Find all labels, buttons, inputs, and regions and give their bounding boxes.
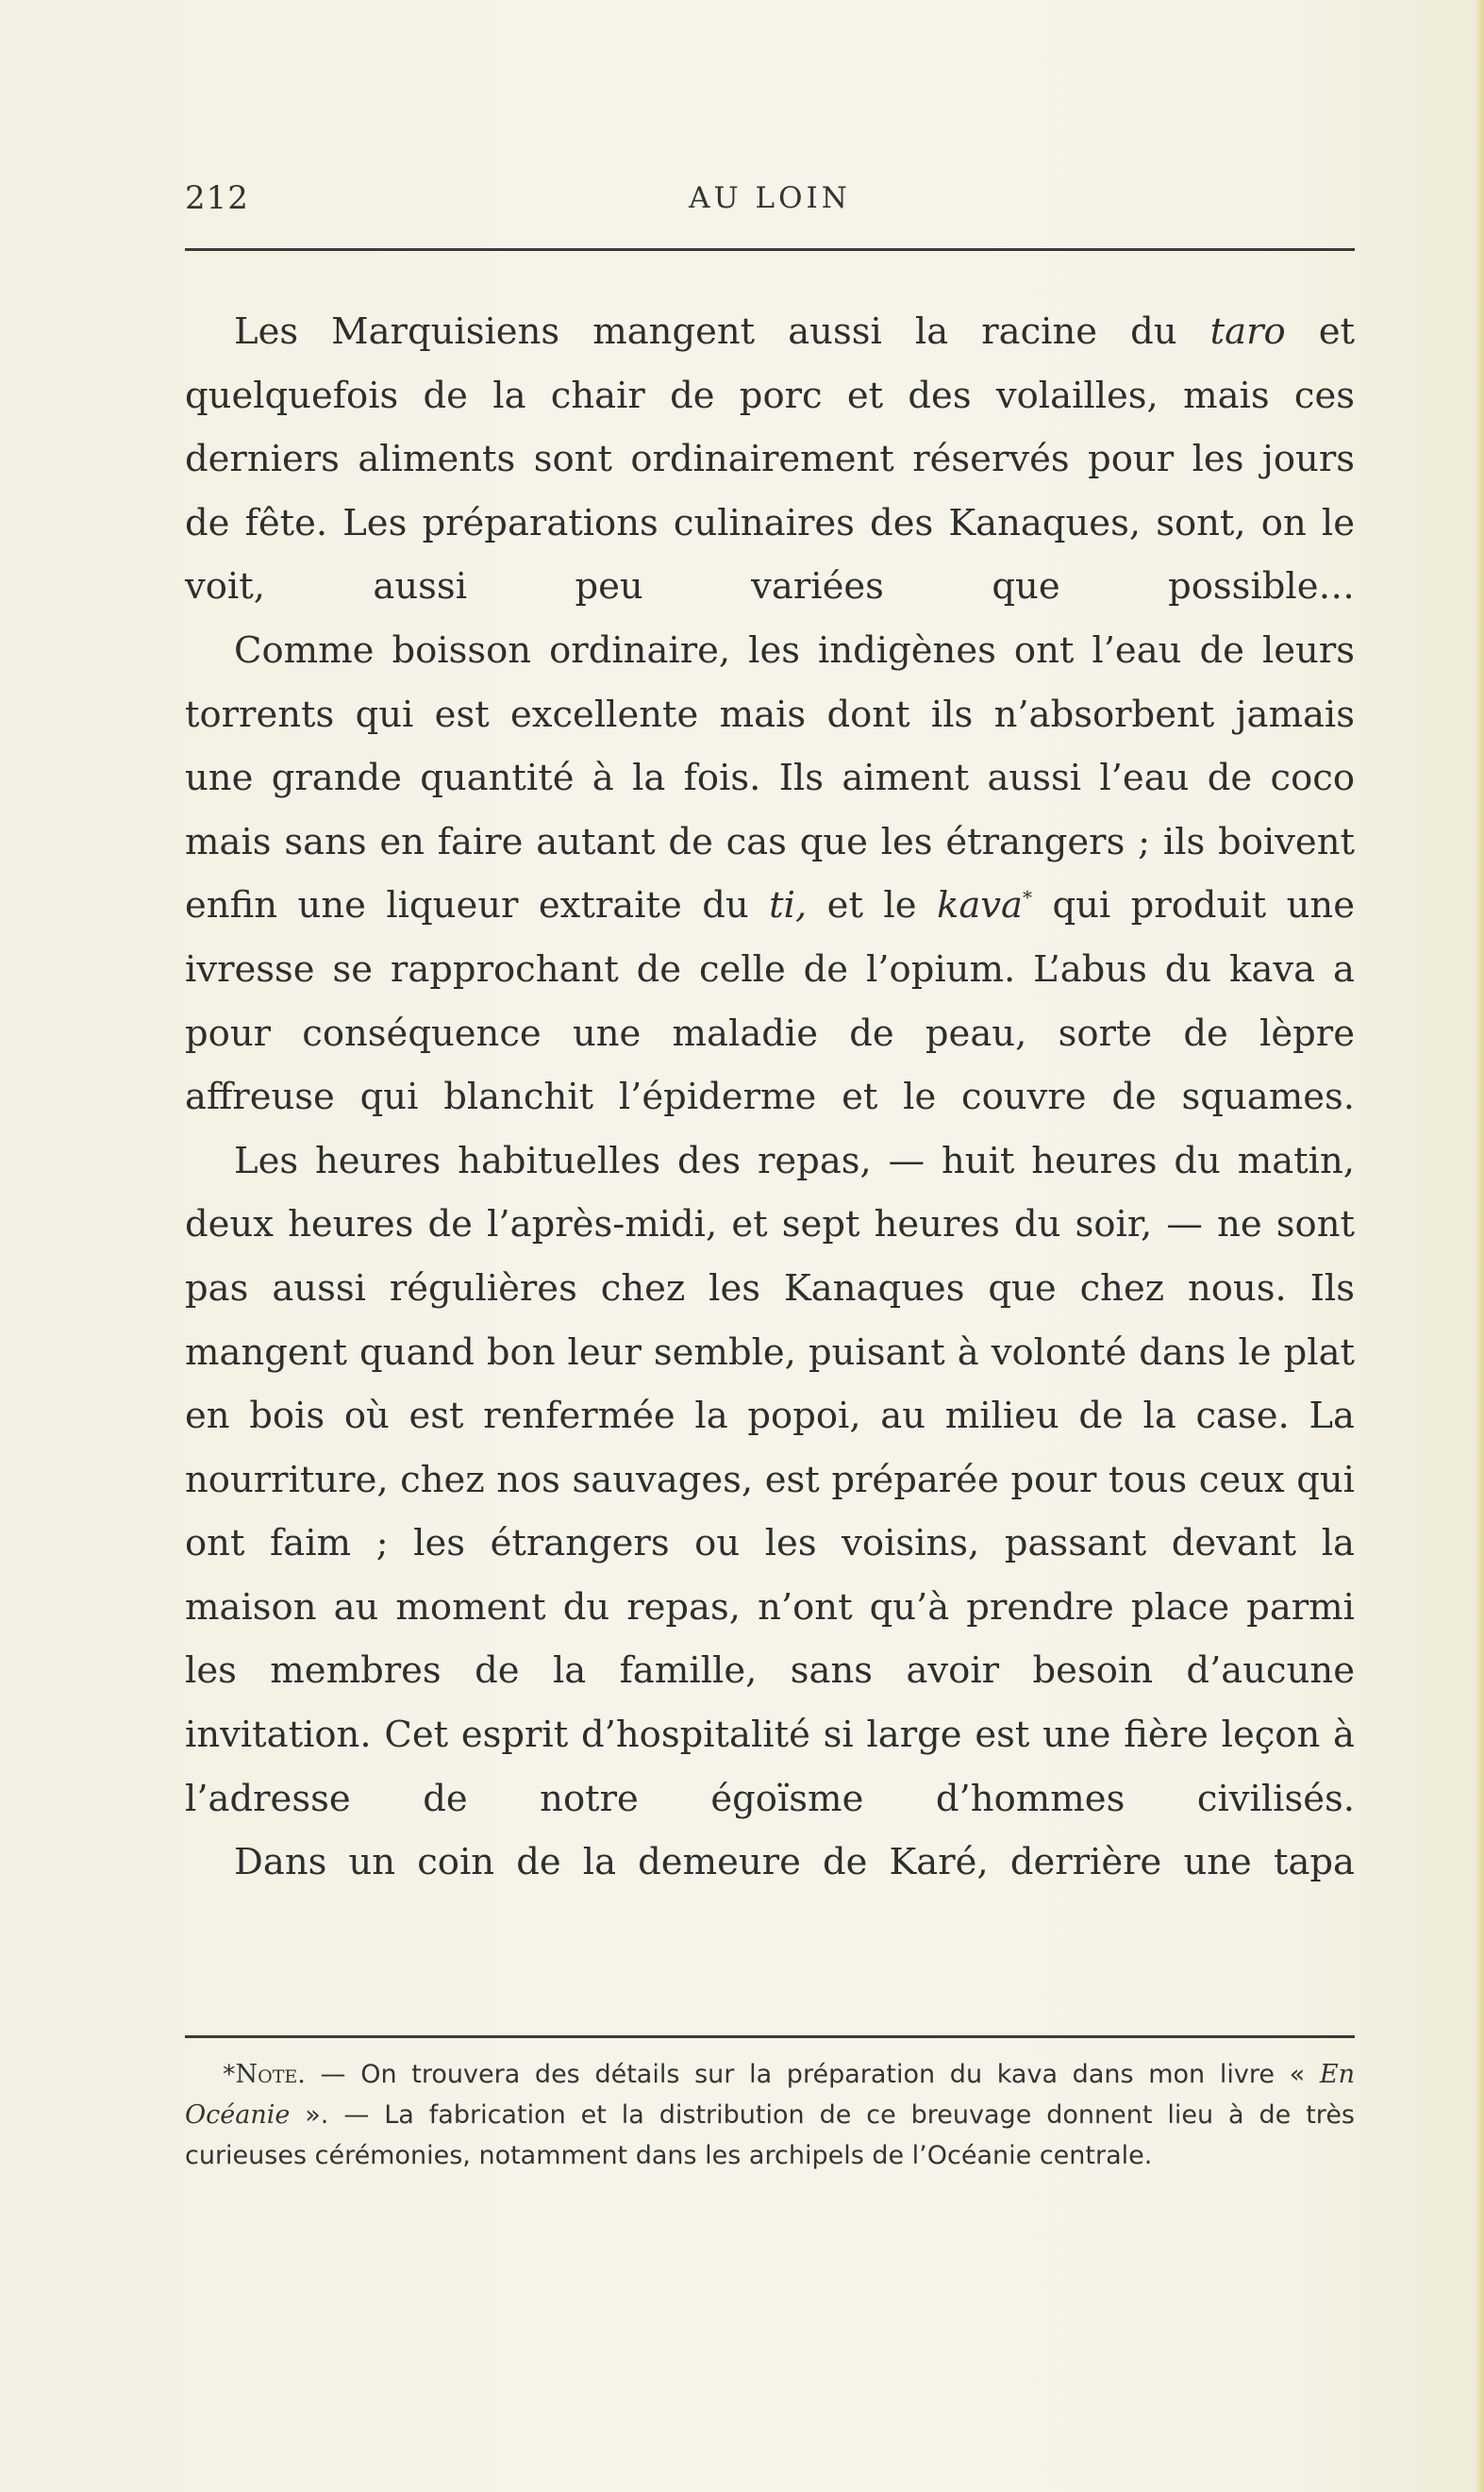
paragraph-2-text-a: Comme boisson ordinaire, les indigènes ont l’eau de leurs torrents qui est excellente mais dont ils n’absorbent jamais une grande quantité à la fois. Ils aiment aussi l’eau de coco mais sans en faire autant de cas que les étrangers ; ils boivent enfin une liqueur extraite du [185, 628, 1355, 928]
paragraph-2-text-c: qui produit une ivresse se rapprochant de celle de l’opium. L’abus du kava a pour conséquence une maladie de peau, sorte de lèpre affreuse qui blanchit l’épiderme et le couvre de squames. [185, 884, 1355, 1119]
running-title: AU LOIN [689, 181, 851, 215]
page-number: 212 [185, 179, 249, 217]
paragraph-1-text-a: Les Marquisiens mangent aussi la racine du [234, 310, 1210, 353]
paragraph-1-text-b: et quelquefois de la chair de porc et des volailles, mais ces derniers aliments sont ordinairement réservés pour les jours de fête. Les préparations culinaires des Kanaques, sont, on le voit, aussi peu variées que possible… [185, 310, 1355, 609]
footnote-label: Note. [235, 2060, 306, 2089]
footnote-book-title: En Océanie [185, 2060, 1355, 2130]
paragraph-3: Les heures habituelles des repas, — huit heures du matin, deux heures de l’après-midi, et sept heures du soir, — ne sont pas aussi régulières chez les Kanaques que chez nous. Ils mangent quand bon leur semble, puisant à volonté dans le plat en bois où est renfermée la popoi, au milieu de la case. La nourriture, chez nos sauvages, est préparée pour tous ceux qui ont faim ; les étrangers ou les voisins, passant devant la maison au moment du repas, n’ont qu’à prendre place parmi les membres de la famille, sans avoir besoin d’aucune invitation. Cet esprit d’hospitalité si large est une fière leçon à l’adresse de notre égoïsme d’hommes civilisés. [185, 1139, 1355, 1820]
header-rule [185, 248, 1355, 251]
paragraph-2-italic-ti: ti, [769, 884, 808, 928]
paragraph-1 [185, 300, 1355, 619]
footnote-reference: * [1022, 886, 1032, 910]
page-edge [1475, 0, 1484, 2492]
footnote-rule [185, 2035, 1355, 2038]
paragraph-2-italic-kava: kava [936, 884, 1023, 928]
footnote-text-a: — On trouvera des détails sur la préparation du kava dans mon livre « [305, 2060, 1320, 2089]
footnote-mark: * [223, 2060, 236, 2089]
paragraph-2 [185, 619, 1355, 1129]
page-header [185, 179, 1355, 226]
paragraph-4: Dans un coin de la demeure de Karé, derrière une tapa [234, 1841, 1355, 1884]
paragraph-1-italic-taro: taro [1209, 310, 1286, 353]
main-text [185, 300, 1355, 1895]
footnote [185, 2054, 1355, 2176]
paragraph-2-text-b: et le [807, 884, 937, 928]
footnote-text-b: ». — La fabrication et la distribution de ce breuvage donnent lieu à de très curieuses cérémonies, notamment dans les archipels de l’Océanie centrale. [185, 2100, 1355, 2170]
